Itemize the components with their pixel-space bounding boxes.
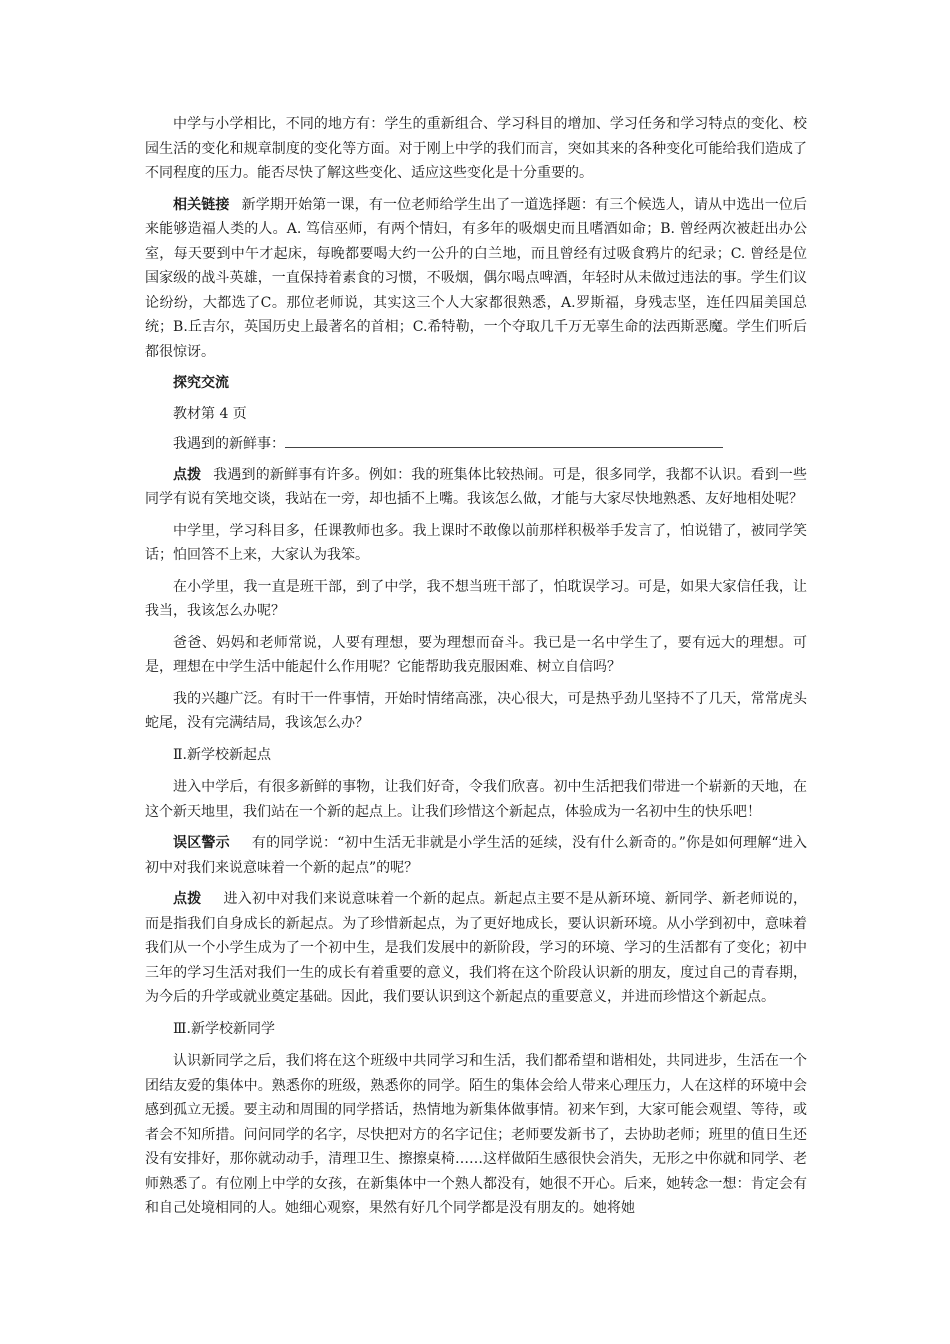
- section-2-tip-label: 点拨: [173, 891, 202, 907]
- section-3-title: Ⅲ.新学校新同学: [173, 1020, 275, 1037]
- misconception-warning-paragraph: [145, 831, 807, 880]
- explore-paragraph: 在小学里，我一直是班干部，到了中学，我不想当班干部了，怕耽误学习。可是，如果大家信任我，让我当，我该怎么办呢？: [145, 578, 807, 619]
- intro-paragraph: 中学与小学相比，不同的地方有：学生的重新组合、学习科目的增加、学习任务和学习特点的变化、校园生活的变化和规章制度的变化等方面。对于刚上中学的我们而言，突如其来的各种变化可能给我们造成了不同程度的压力。能否尽快了解这些变化、适应这些变化是十分重要的。: [145, 116, 807, 181]
- explore-tip-paragraph: [145, 463, 807, 512]
- section-2-paragraph: 进入中学后，有很多新鲜的事物，让我们好奇，令我们欣喜。初中生活把我们带进一个崭新的天地，在这个新天地里，我们站在一个新的起点上。让我们珍惜这个新起点，体验成为一名初中生的快乐吧！: [145, 779, 807, 820]
- explore-paragraph: 我的兴趣广泛。有时干一件事情，开始时情绪高涨，决心很大，可是热乎劲儿坚持不了几天，常常虎头蛇尾，没有完满结局，我该怎么办？: [145, 690, 807, 731]
- answer-blank-line[interactable]: [285, 433, 723, 448]
- new-things-prompt-label: 我遇到的新鲜事：: [173, 436, 285, 452]
- explore-paragraph: 中学里，学习科目多，任课教师也多。我上课时不敢像以前那样积极举手发言了，怕说错了，被同学笑话；怕回答不上来，大家认为我笨。: [145, 522, 807, 563]
- document-page: [145, 112, 807, 1228]
- section-2-tip-text: 进入初中对我们来说意味着一个新的起点。新起点主要不是从新环境、新同学、新老师说的，而是指我们自身成长的新起点。为了珍惜新起点，为了更好地成长，要认识新环境。从小学到初中，意味着我们从一个小学生成为了一个初中生，是我们发展中的新阶段，学习的环境、学习的生活都有了变化；初中三年的学习生活对我们一生的成长有着重要的意义，我们将在这个阶段认识新的朋友，度过自己的青春期，为今后的升学或就业奠定基础。因此，我们要认识到这个新起点的重要意义，并进而珍惜这个新起点。: [145, 891, 808, 1005]
- explore-paragraph: 爸爸、妈妈和老师常说，人要有理想，要为理想而奋斗。我已是一名中学生了，要有远大的理想。可是，理想在中学生活中能起什么作用呢？它能帮助我克服困难、树立自信吗？: [145, 634, 807, 675]
- related-link-paragraph: [145, 193, 807, 365]
- section-3-paragraph: 认识新同学之后，我们将在这个班级中共同学习和生活，我们都希望和谐相处，共同进步，生活在一个团结友爱的集体中。熟悉你的班级，熟悉你的同学。陌生的集体会给人带来心理压力，人在这样的环境中会感到孤立无援。要主动和周围的同学搭话，热情地为新集体做事情。初来乍到，大家可能会观望、等待，或者会不知所措。问问同学的名字，尽快把对方的名字记住；老师要发新书了，去协助老师；班里的值日生还没有安排好，那你就动动手，清理卫生、擦擦桌椅……这样做陌生感很快会消失，无形之中你就和同学、老师熟悉了。有位刚上中学的女孩，在新集体中一个熟人都没有，她很不开心。后来，她转念一想：肯定会有和自己处境相同的人。她细心观察，果然有好几个同学都是没有朋友的。她将她: [145, 1053, 807, 1216]
- explore-tip-label: 点拨: [173, 466, 202, 483]
- textbook-page-ref: 教材第 4 页: [173, 405, 247, 422]
- new-things-prompt: [145, 432, 807, 457]
- section-2-title: Ⅱ.新学校新起点: [173, 746, 271, 763]
- related-link-text: 新学期开始第一课，有一位老师给学生出了一道选择题：有三个候选人，请从中选出一位后来能够造福人类的人。A. 笃信巫师，有两个情妇，有多年的吸烟史而且嗜酒如命；B. 曾经两次被赶出办公室，每天要到中午才起床，每晚都要喝大约一公升的白兰地，而且曾经有过吸食鸦片的纪录；C. 曾经是位国家级的战斗英雄，一直保持着素食的习惯，不吸烟，偶尔喝点啤酒，年轻时从未做过违法的事。学生们议论纷纷，大都选了C。那位老师说，其实这三个人大家都很熟悉，A.罗斯福，身残志坚，连任四届美国总统；B.丘吉尔，英国历史上最著名的首相；C.希特勒，一个夺取几千万无辜生命的法西斯恶魔。学生们听后都很惊讶。: [145, 196, 808, 360]
- related-link-label: 相关链接: [173, 196, 230, 213]
- misconception-warning-label: 误区警示: [173, 835, 230, 851]
- section-2-tip-paragraph: [145, 887, 807, 1010]
- explore-tip-text: 我遇到的新鲜事有许多。例如：我的班集体比较热闹。可是，很多同学，我都不认识。看到一些同学有说有笑地交谈，我站在一旁，却也插不上嘴。我该怎么做，才能与大家尽快地熟悉、友好地相处呢？: [145, 466, 807, 507]
- misconception-warning-text: 有的同学说：“初中生活无非就是小学生活的延续，没有什么新奇的。”你是如何理解“进入初中对我们来说意味着一个新的起点”的呢？: [145, 835, 807, 876]
- explore-heading: 探究交流: [173, 375, 229, 391]
